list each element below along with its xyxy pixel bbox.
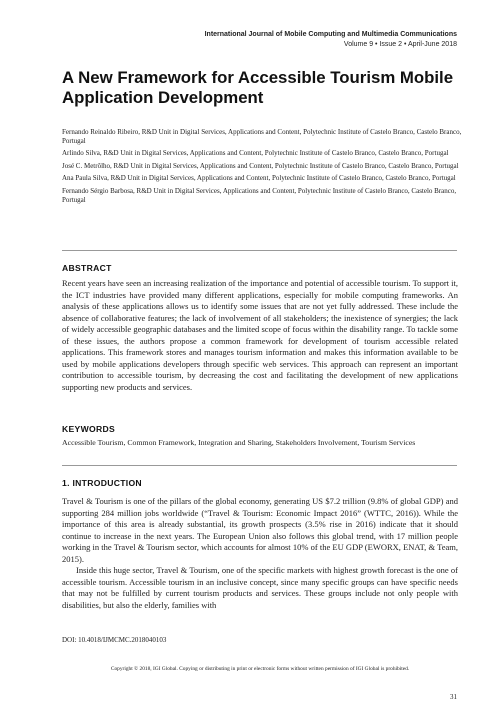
author-list — [62, 128, 462, 208]
copyright-notice: Copyright © 2018, IGI Global. Copying or distributing in print or electronic forms without written permission of IGI Global is prohibited. — [110, 666, 410, 672]
journal-header — [205, 30, 457, 50]
journal-name: International Journal of Mobile Computing and Multimedia Communications — [204, 31, 457, 38]
keywords-text: Accessible Tourism, Common Framework, Integration and Sharing, Stakeholders Involvement, Tourism Services — [62, 438, 416, 447]
keywords-heading: KEYWORDS — [62, 424, 116, 434]
abstract-text: Recent years have seen an increasing realization of the importance and potential of accessible tourism. To support it, the ICT industries have provided many different applications, especially for mobile computing frameworks. An analysis of these applications allows us to identify some issues that are not yet fully addressed. These include the absence of collaborative features; the lack of involvement of all stakeholders; the inexistence of synergies; the lack of widely accessible geographic databases and the limited scope of focus within the disability range. To tackle some of these issues, the authors propose a common framework for development of tourism accessible related applications. This framework stores and manages tourism information and makes this information available to be used by mobile applications developers through specific web services. This approach can represent an important contribution to accessible tourism, by decreasing the cost and facilitating the development of new applications supporting new products and services. — [62, 278, 459, 392]
doi: DOI: 10.4018/IJMCMC.2018040103 — [62, 636, 167, 644]
author-affiliation: José C. Metrôlho, R&D Unit in Digital Services, Applications and Content, Polytechnic Institute of Castelo Branco, Castelo Branco, Portugal — [62, 161, 459, 170]
introduction-heading: 1. INTRODUCTION — [62, 478, 142, 488]
author-affiliation: Arlindo Silva, R&D Unit in Digital Services, Applications and Content, Polytechnic Institute of Castelo Branco, Castelo Branco, Portugal — [62, 149, 449, 158]
divider — [62, 250, 457, 251]
paragraph: Inside this huge sector, Travel & Tourism, one of the specific markets with highest growth forecast is the one of accessible tourism. Accessible tourism in an inclusive concept, since many specific groups can have specific needs that may not be fulfilled by current tourism products and services. These groups include not only people with disabilities, but also the elderly, families with — [62, 565, 458, 610]
abstract-heading: ABSTRACT — [62, 263, 112, 273]
author-affiliation: Fernando Sérgio Barbosa, R&D Unit in Digital Services, Applications and Content, Polytechnic Institute of Castelo Branco, Castelo Branco, Portugal — [62, 186, 457, 204]
issue-info: Volume 9 • Issue 2 • April-June 2018 — [343, 41, 457, 48]
page-number: 31 — [450, 693, 457, 701]
author-affiliation: Fernando Reinaldo Ribeiro, R&D Unit in Digital Services, Applications and Content, Polytechnic Institute of Castelo Branco, Castelo Branco, Portugal — [62, 128, 462, 145]
introduction-body — [62, 496, 458, 611]
author-affiliation: Ana Paula Silva, R&D Unit in Digital Services, Applications and Content, Polytechnic Institute of Castelo Branco, Castelo Branco, Portugal — [62, 174, 456, 183]
divider — [62, 465, 457, 466]
paragraph: Travel & Tourism is one of the pillars of the global economy, generating US $7.2 trillion (9.8% of global GDP) and supporting 284 million jobs worldwide (“Travel & Tourism: Economic Impact 2016” (WTTC, 2016)). While the importance of this area is already substantial, its growth prospects (3.5% rise in 2016) indicate that it should continue to increase in the next years. The European Union also follows this global trend, with 17 million people working in the Travel & Tourism sector, which accounts for almost 10% of the EU GDP (EWORX, ENAT, & Team, 2015). — [62, 496, 458, 564]
paper-title: A New Framework for Accessible Tourism Mobile Application Development — [62, 68, 454, 107]
